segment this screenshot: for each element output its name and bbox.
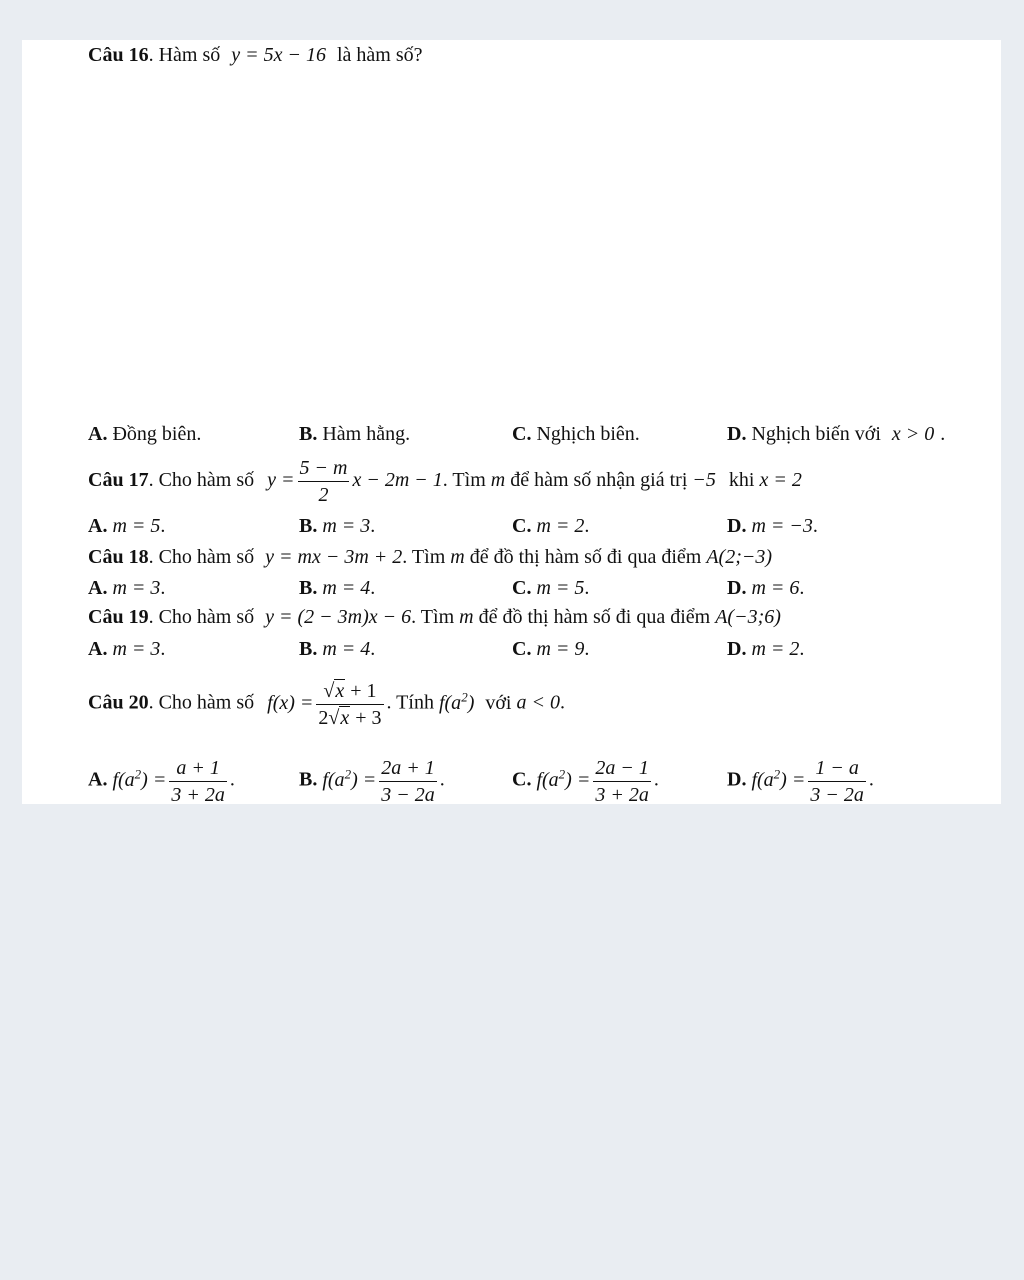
q19-option-a-letter: A. [88, 638, 108, 660]
worksheet-page [22, 40, 1001, 804]
q16-option-d[interactable] [727, 422, 945, 446]
q20-option-a-lhs-end: ) = [141, 768, 167, 791]
q20-ask-sup: 2 [461, 689, 468, 704]
q17-value: −5 [692, 469, 716, 491]
q19-option-b-end: . [370, 638, 376, 660]
q17-option-a-letter: A. [88, 515, 108, 537]
q20-option-c-num: 2a − 1 [593, 755, 651, 782]
q16-option-a[interactable] [88, 422, 201, 446]
q20-option-b-letter: B. [299, 768, 318, 791]
q17-fraction [298, 455, 350, 508]
q19-option-a-end: . [160, 638, 166, 660]
q19-option-c-math: m = 9 [536, 638, 585, 660]
q19-text: . Cho hàm số [148, 606, 255, 628]
q20-option-a-letter: A. [88, 768, 108, 791]
q18-label: Câu 18 [88, 546, 149, 568]
q20-den-radicand: x [340, 706, 350, 729]
q20-ask-lhs: f(a [438, 691, 462, 714]
q20-option-c-end: . [653, 768, 659, 791]
q17-option-c-math: m = 2 [536, 515, 585, 537]
question-19 [88, 605, 781, 629]
q17-tail2: để hàm số nhận giá trị [510, 469, 688, 491]
q20-text: . Cho hàm số [148, 691, 255, 714]
q17-tail1: . Tìm [442, 469, 486, 491]
q16-option-a-text: Đồng biên. [112, 423, 202, 445]
q18-var: m [450, 546, 465, 568]
q17-frac-num: 5 − m [298, 455, 350, 482]
q16-label: Câu 16 [88, 44, 149, 66]
q20-option-c-letter: C. [512, 768, 532, 791]
q20-option-b-lhs-end: ) = [351, 768, 377, 791]
q16-option-c[interactable] [512, 422, 640, 446]
q20-option-a-sup: 2 [134, 766, 142, 781]
q20-option-a-end: . [229, 768, 235, 791]
q18-option-d-math: m = 6 [751, 577, 800, 599]
q20-option-d-lhs-end: ) = [780, 768, 806, 791]
q18-option-d[interactable] [727, 576, 804, 600]
q17-option-c-letter: C. [512, 515, 532, 537]
q19-option-d-math: m = 2 [751, 638, 800, 660]
q17-option-c[interactable] [512, 514, 589, 538]
q19-option-d-end: . [799, 638, 805, 660]
q17-option-a-end: . [160, 515, 166, 537]
q20-option-a[interactable] [88, 746, 235, 808]
q16-option-b-letter: B. [299, 423, 318, 445]
q16-option-d-math: x > 0 [891, 423, 935, 445]
q19-tail1: . Tìm [411, 606, 455, 628]
q20-option-d[interactable] [727, 746, 874, 808]
q18-tail2: để đồ thị hàm số đi qua điểm [469, 546, 702, 568]
q17-option-b-math: m = 3 [322, 515, 371, 537]
q18-formula: y = mx − 3m + 2 [265, 546, 403, 568]
q20-option-d-fraction [808, 755, 866, 808]
q17-option-d-end: . [812, 515, 818, 537]
q16-option-d-end: . [940, 423, 946, 445]
q20-num-radicand: x [335, 679, 345, 702]
q20-option-d-end: . [868, 768, 874, 791]
q20-option-a-lhs: f(a [112, 768, 135, 791]
q20-fx: f(x) = [267, 691, 314, 714]
q19-option-c-end: . [584, 638, 590, 660]
q17-option-a-math: m = 5 [112, 515, 161, 537]
q20-option-b-num: 2a + 1 [379, 755, 437, 782]
q16-text: . Hàm số [148, 44, 221, 66]
q20-option-b-den: 3 − 2a [381, 783, 435, 806]
q18-option-c-math: m = 5 [536, 577, 585, 599]
q17-cond: x = 2 [759, 469, 802, 491]
q20-option-d-letter: D. [727, 768, 747, 791]
q19-label: Câu 19 [88, 606, 149, 628]
q20-option-d-den: 3 − 2a [810, 783, 864, 806]
q17-formula-y: y = [267, 469, 295, 491]
q20-option-c[interactable] [512, 746, 659, 808]
q18-tail1: . Tìm [402, 546, 446, 568]
q20-option-c-fraction [593, 755, 651, 808]
q20-option-b-lhs: f(a [322, 768, 345, 791]
q20-fraction [316, 678, 383, 731]
q16-option-c-letter: C. [512, 423, 532, 445]
q19-formula: y = (2 − 3m)x − 6 [265, 606, 412, 628]
q20-frac-den: 2√x + 3 [318, 706, 382, 729]
q17-option-b-end: . [370, 515, 376, 537]
question-18 [88, 545, 772, 569]
q16-option-d-letter: D. [727, 423, 747, 445]
q19-option-b-math: m = 4 [322, 638, 371, 660]
q17-option-d[interactable] [727, 514, 818, 538]
q17-option-c-end: . [584, 515, 590, 537]
q19-point: A(−3;6) [715, 606, 781, 628]
q17-option-b[interactable] [299, 514, 375, 538]
q17-option-d-math: m = −3 [751, 515, 813, 537]
q20-option-c-den: 3 + 2a [595, 783, 649, 806]
q18-option-d-letter: D. [727, 577, 747, 599]
q18-option-c-end: . [584, 577, 590, 599]
q20-den-pre: 2 [318, 706, 329, 729]
q16-option-a-letter: A. [88, 423, 108, 445]
q20-option-b-sup: 2 [344, 766, 352, 781]
q17-option-d-letter: D. [727, 515, 747, 537]
q20-option-d-num: 1 − a [808, 755, 866, 782]
q20-den-rest: + 3 [350, 706, 382, 729]
q17-var: m [490, 469, 506, 491]
q20-ask [438, 689, 475, 714]
q17-option-a[interactable] [88, 514, 165, 538]
q18-option-b-end: . [370, 577, 376, 599]
q17-option-b-letter: B. [299, 515, 318, 537]
q19-option-a[interactable] [88, 637, 165, 661]
q19-option-a-math: m = 3 [112, 638, 161, 660]
q20-tail2: với [485, 691, 512, 714]
q20-option-d-lhs: f(a [751, 768, 774, 791]
q20-option-c-sup: 2 [558, 766, 566, 781]
q18-option-b-letter: B. [299, 577, 318, 599]
q17-formula-rest: x − 2m − 1 [352, 469, 443, 491]
q20-label: Câu 20 [88, 691, 149, 714]
q20-option-b-fraction [379, 755, 437, 808]
q18-option-c-letter: C. [512, 577, 532, 599]
q17-label: Câu 17 [88, 469, 149, 491]
question-20 [88, 668, 565, 732]
question-17 [88, 454, 802, 508]
q16-option-c-text: Nghịch biên. [536, 423, 640, 445]
q17-tail3: khi [728, 469, 755, 491]
q19-var: m [459, 606, 474, 628]
q16-tail: là hàm số? [337, 44, 423, 66]
q18-option-a-math: m = 3 [112, 577, 161, 599]
q19-option-d-letter: D. [727, 638, 747, 660]
q19-option-b-letter: B. [299, 638, 318, 660]
q20-option-b[interactable] [299, 746, 445, 808]
q18-option-b[interactable] [299, 576, 375, 600]
q20-option-c-lhs-end: ) = [565, 768, 591, 791]
q20-option-d-sup: 2 [773, 766, 781, 781]
q18-text: . Cho hàm số [148, 546, 255, 568]
q20-option-b-end: . [439, 768, 445, 791]
q16-option-b[interactable] [299, 422, 410, 446]
q19-option-c[interactable] [512, 637, 589, 661]
q19-tail2: để đồ thị hàm số đi qua điểm [478, 606, 711, 628]
q20-ask-end: ) [467, 691, 475, 714]
q20-cond: a < 0 [516, 691, 560, 714]
q20-option-c-lhs: f(a [536, 768, 559, 791]
q20-end: . [560, 691, 565, 714]
q18-point: A(2;−3) [706, 546, 773, 568]
q19-option-c-letter: C. [512, 638, 532, 660]
q18-option-a-end: . [160, 577, 166, 599]
q20-option-a-fraction [169, 755, 227, 808]
q18-option-a[interactable] [88, 576, 165, 600]
q17-text: . Cho hàm số [148, 469, 255, 491]
q19-option-b[interactable] [299, 637, 375, 661]
q19-option-d[interactable] [727, 637, 804, 661]
q16-option-d-text: Nghịch biến với [751, 423, 881, 445]
q20-option-a-den: 3 + 2a [171, 783, 225, 806]
q17-frac-den: 2 [318, 483, 329, 506]
q18-option-d-end: . [799, 577, 805, 599]
q16-formula: y = 5x − 16 [231, 44, 326, 66]
q20-tail1: . Tính [386, 691, 434, 714]
q20-option-a-num: a + 1 [169, 755, 227, 782]
q16-option-b-text: Hàm hằng. [322, 423, 411, 445]
q18-option-b-math: m = 4 [322, 577, 371, 599]
q20-frac-num: √x + 1 [316, 678, 383, 705]
q18-option-c[interactable] [512, 576, 589, 600]
q18-option-a-letter: A. [88, 577, 108, 599]
question-16 [88, 43, 423, 67]
q20-num-rest: + 1 [345, 679, 377, 702]
